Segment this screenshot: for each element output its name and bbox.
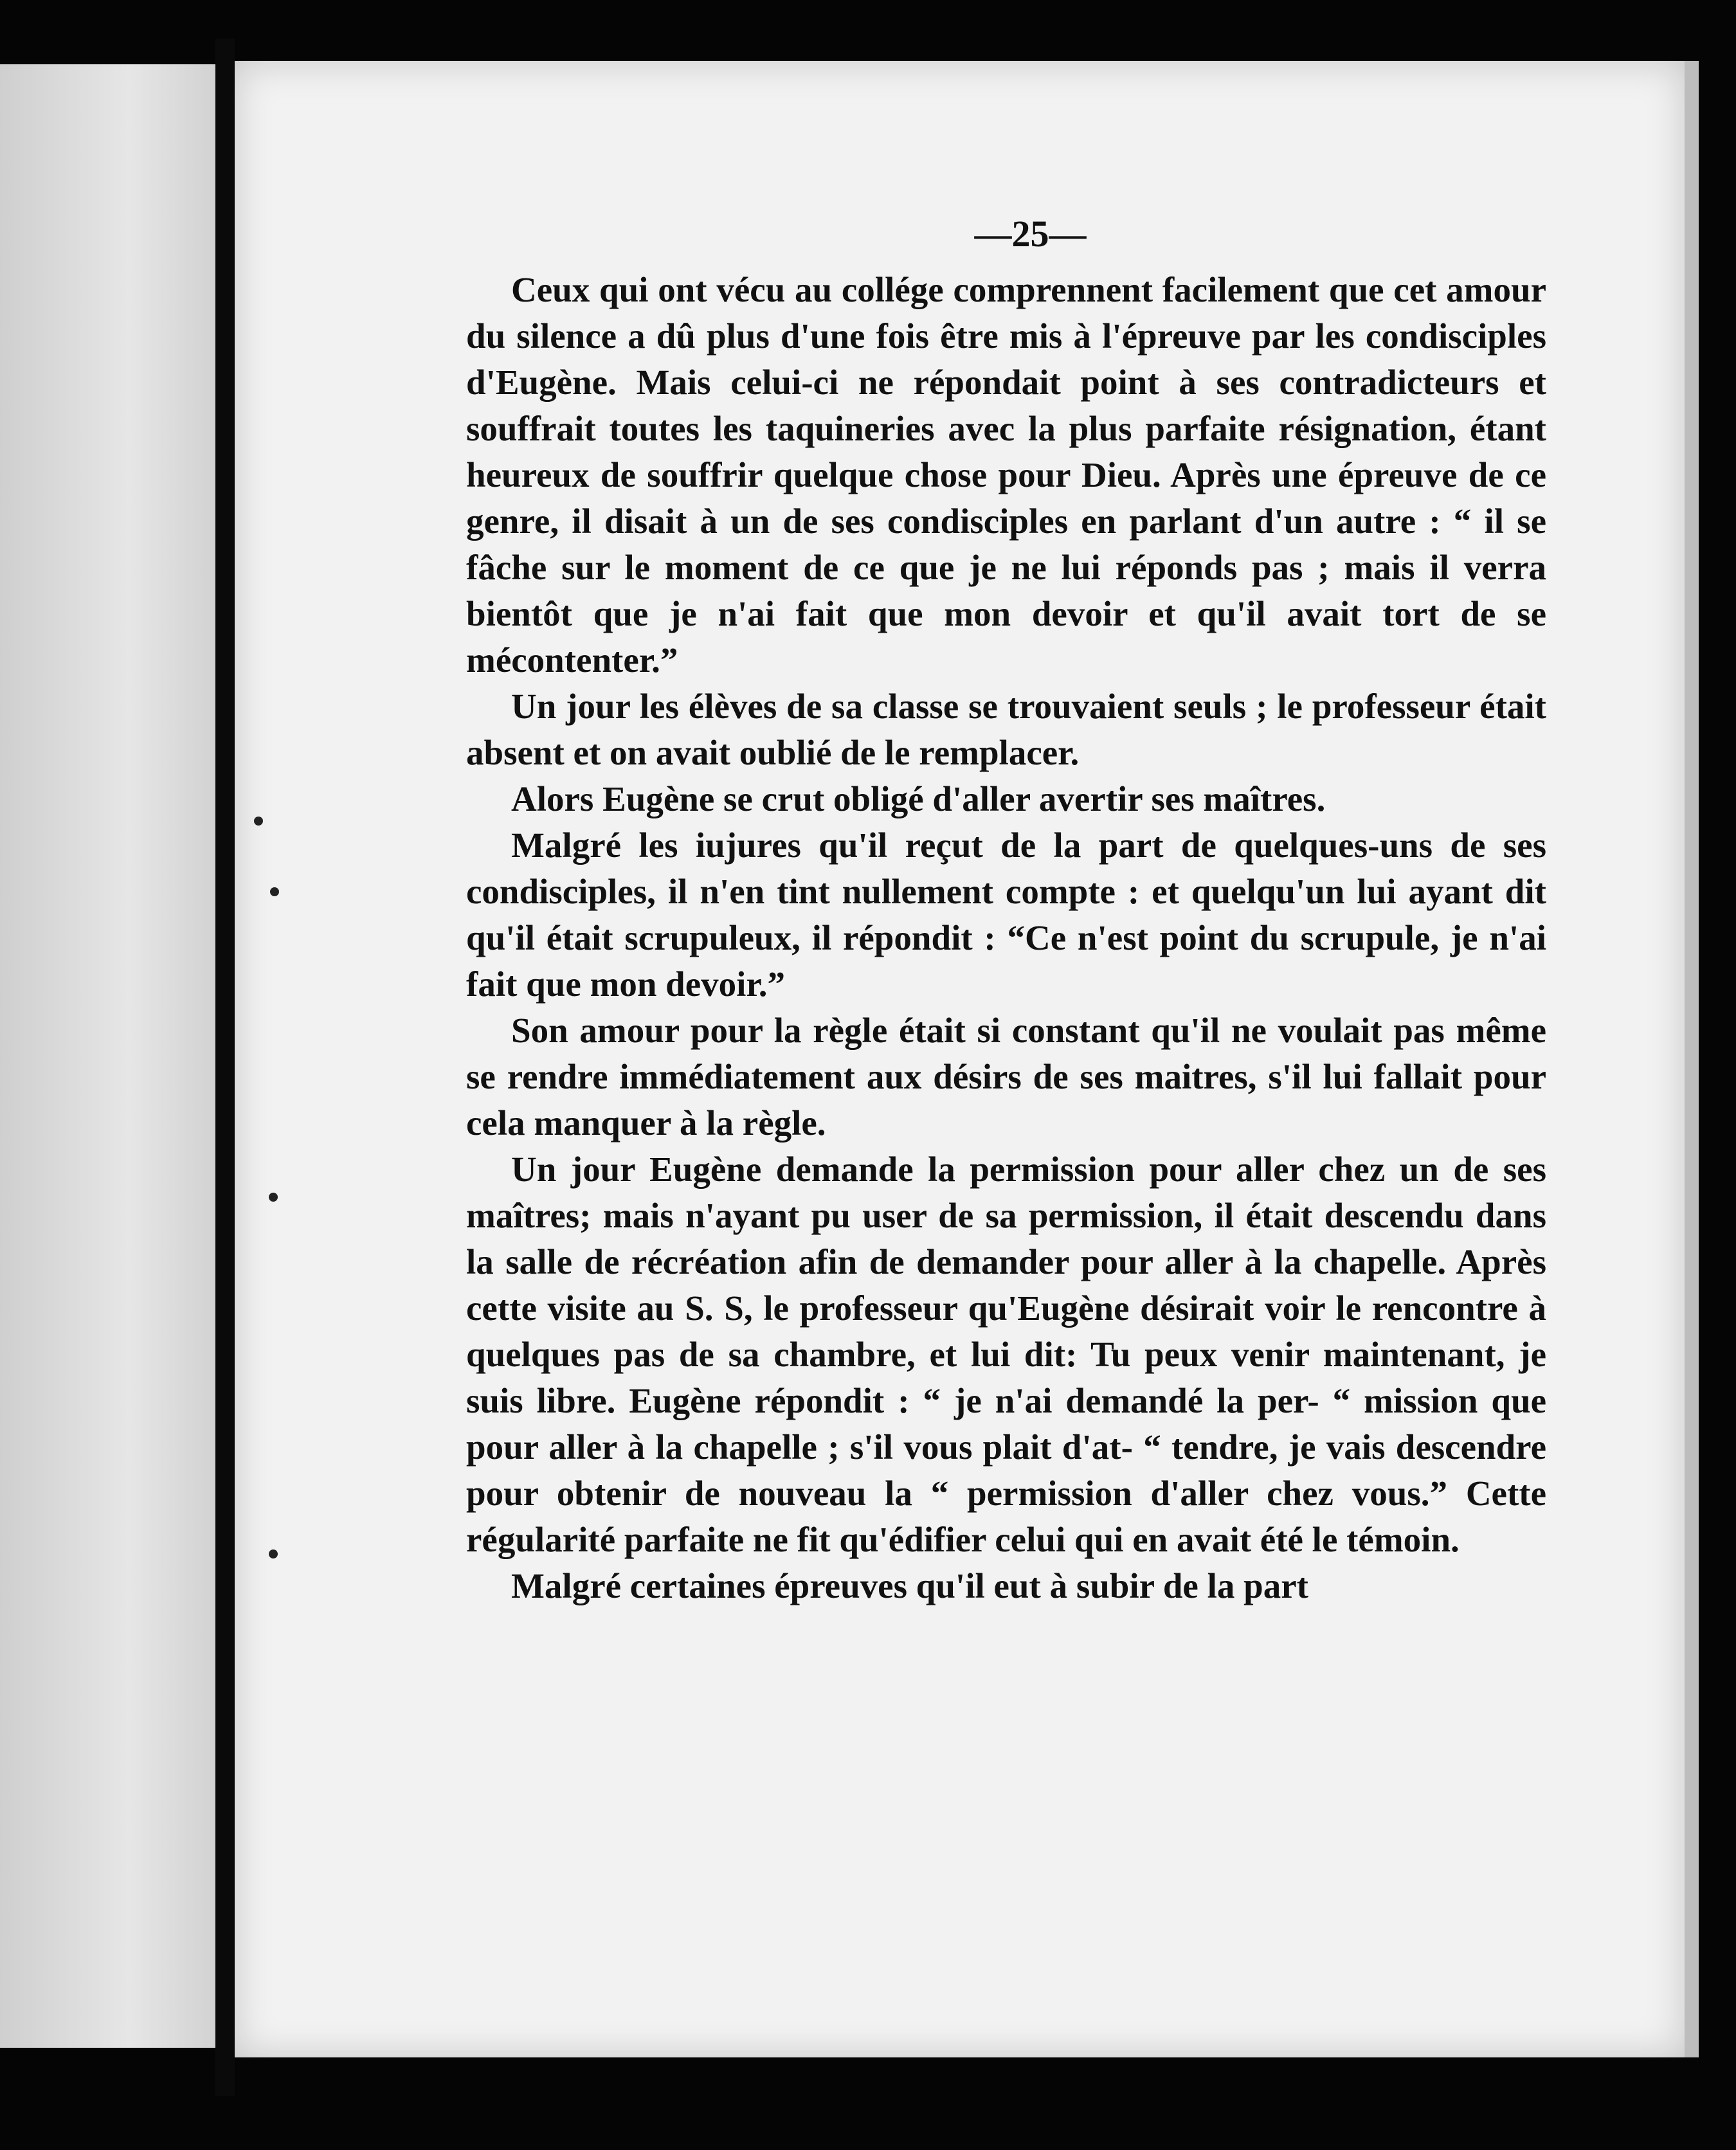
page-text: [466, 267, 1546, 1609]
binding-hole-mark: [269, 1549, 278, 1558]
book-gutter: [215, 39, 235, 2096]
binding-hole-mark: [269, 1193, 278, 1202]
binding-hole-mark: [270, 887, 279, 896]
page-edge-shadow: [1685, 61, 1699, 2057]
binding-hole-mark: [254, 817, 263, 826]
paragraph-3: Alors Eugène se crut obligé d'aller avertir ses maîtres.: [511, 779, 1326, 818]
page-number: —25—: [974, 213, 1087, 255]
paragraph-6: Un jour Eugène demande la permission pour aller chez un de ses maîtres; mais n'ayant pu user de sa permission, il était descendu dans la salle de récréation afin de demander pour aller à la chapelle. Après cette visite au S. S, le professeur qu'Eugène désirait voir le rencontre à quelques pas de sa chambre, et lui dit: Tu peux venir maintenant, je suis libre. Eugène répondit : “ je n'ai demandé la per- “ mission que pour aller à la chapelle ; s'il vous plait d'at- “ tendre, je vais descendre pour obtenir de nouveau la “ permission d'aller chez vous.” Cette régularité parfaite ne fit qu'édifier celui qui en avait été le témoin.: [466, 1150, 1546, 1559]
paragraph-4: Malgré les iujures qu'il reçut de la part de quelques-uns de ses condisciples, il n'en tint nullement compte : et quelqu'un lui ayant dit qu'il était scrupuleux, il répondit : “Ce n'est point du scrupule, je n'ai fait que mon devoir.”: [466, 826, 1546, 1004]
facing-page-edge: [0, 64, 215, 2048]
paragraph-5: Son amour pour la règle était si constant qu'il ne voulait pas même se rendre immédiatement aux désirs de ses maitres, s'il lui fallait pour cela manquer à la règle.: [466, 1011, 1546, 1143]
book-page: [235, 61, 1685, 2057]
paragraph-1: Ceux qui ont vécu au collége comprennent facilement que cet amour du silence a dû plus d'une fois être mis à l'épreuve par les condisciples d'Eugène. Mais celui-ci ne répondait point à ses contradicteurs et souffrait toutes les taquineries avec la plus parfaite résignation, étant heureux de souffrir quelque chose pour Dieu. Après une épreuve de ce genre, il disait à un de ses condisciples en parlant d'un autre : “ il se fâche sur le moment de ce que je ne lui réponds pas ; mais il verra bientôt que je n'ai fait que mon devoir et qu'il avait tort de se mécontenter.”: [466, 270, 1546, 680]
paragraph-2: Un jour les élèves de sa classe se trouvaient seuls ; le professeur était absent et on avait oublié de le remplacer.: [466, 687, 1546, 772]
paragraph-7: Malgré certaines épreuves qu'il eut à subir de la part: [511, 1566, 1308, 1605]
